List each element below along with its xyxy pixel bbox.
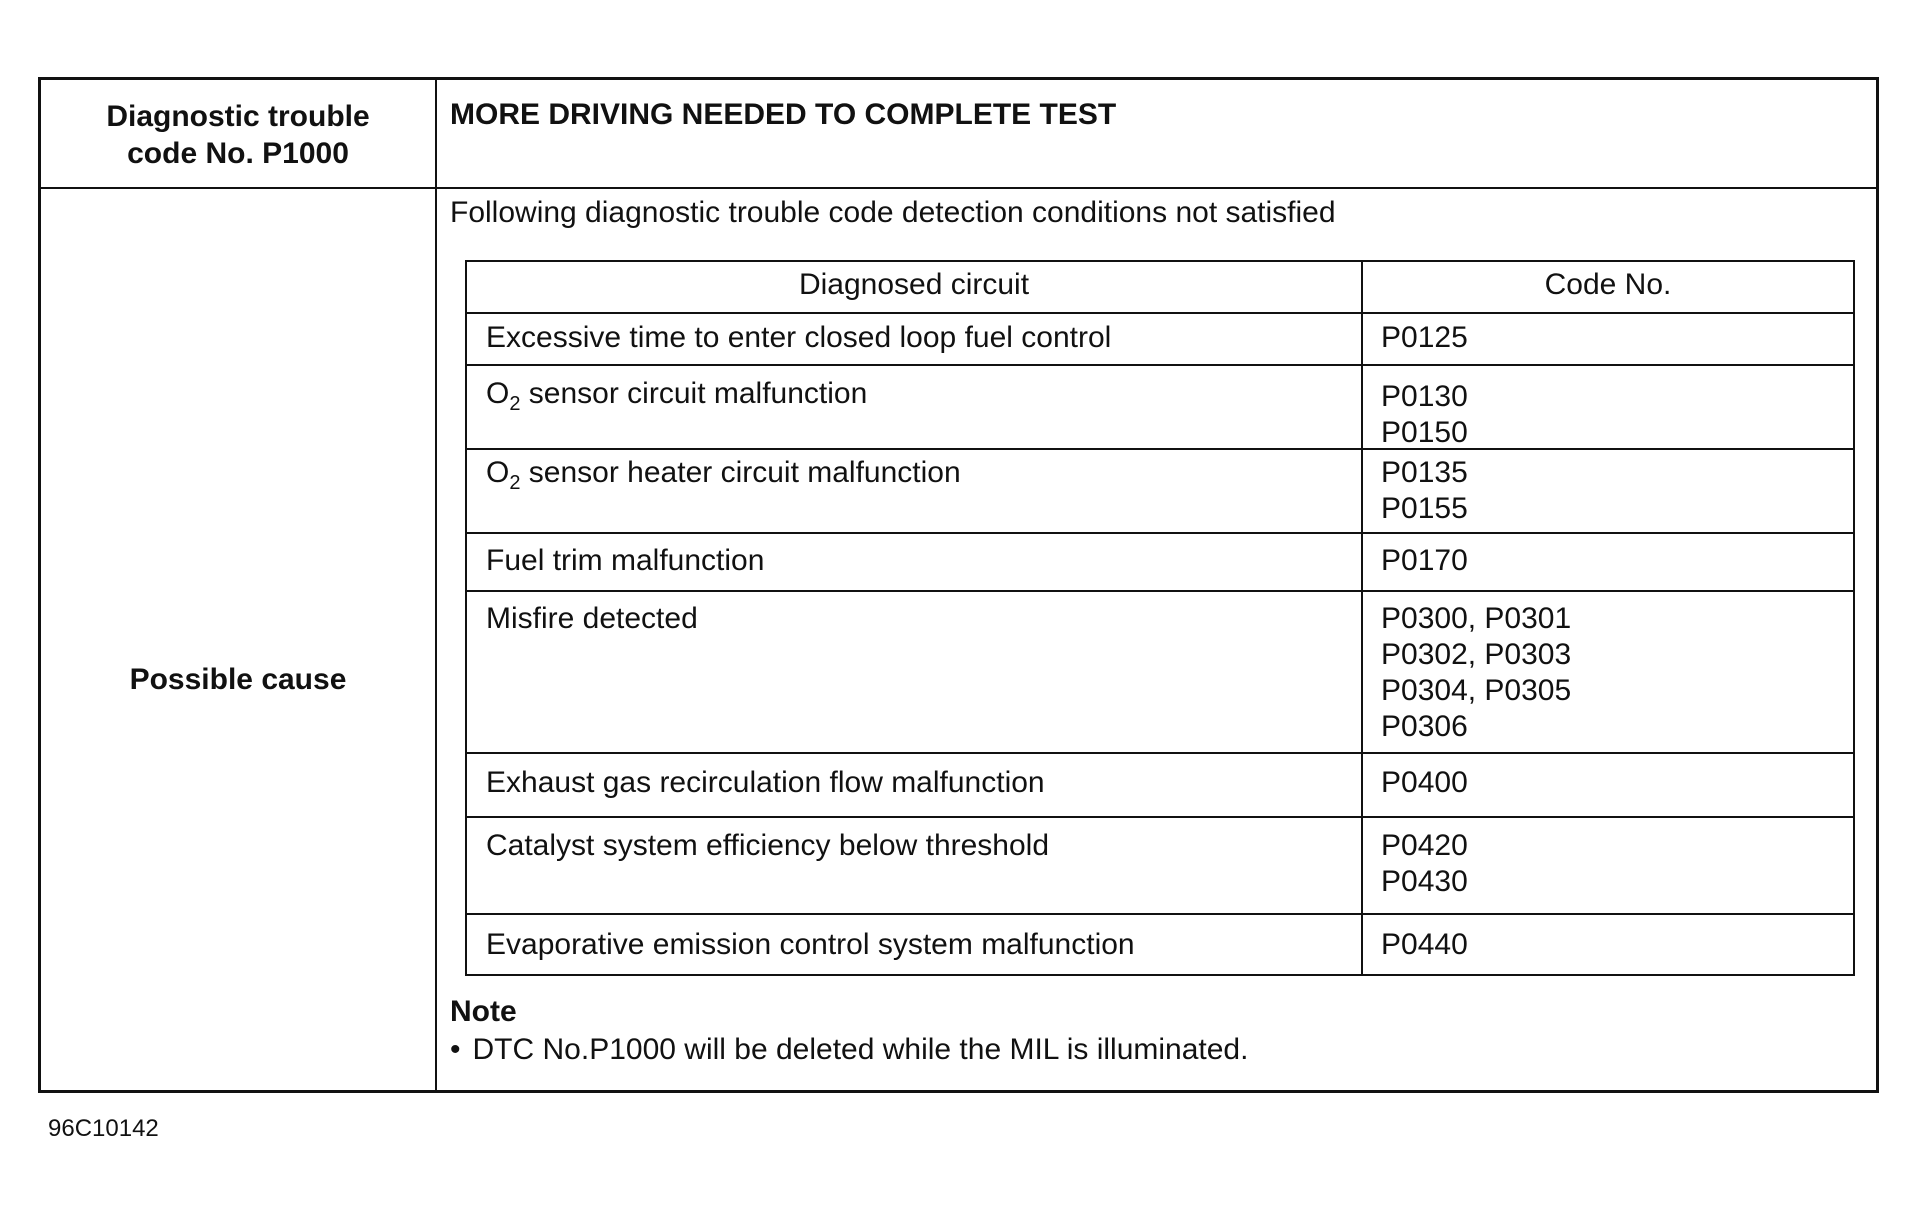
table-row (467, 913, 1853, 974)
code-value: P0125 (1381, 321, 1468, 354)
circuit-cell: Evaporative emission control system malfunction (467, 915, 1363, 974)
code-cell (1363, 534, 1853, 590)
code-value: P0170 (1381, 544, 1468, 577)
circuit-cell: Exhaust gas recirculation flow malfunction (467, 754, 1363, 816)
conditions-intro: Following diagnostic trouble code detection conditions not satisfied (450, 196, 1336, 229)
diagnosed-circuit-table (465, 260, 1855, 976)
circuit-prefix: O (486, 377, 510, 410)
code-value: P0400 (1381, 766, 1468, 799)
code-value: P0302, P0303 (1381, 638, 1572, 671)
header-diagnosed-circuit: Diagnosed circuit (467, 262, 1363, 312)
circuit-subscript: 2 (509, 472, 521, 494)
code-cell (1363, 450, 1853, 532)
figure-reference-code: 96C10142 (48, 1115, 159, 1142)
note-title: Note (450, 995, 517, 1028)
dtc-label-line1: Diagnostic trouble (106, 100, 370, 133)
code-cell (1363, 314, 1853, 364)
code-value: P0304, P0305 (1381, 674, 1572, 707)
note-body: DTC No.P1000 will be deleted while the MIL is illuminated. (472, 1033, 1249, 1066)
code-cell (1363, 754, 1853, 816)
possible-cause-label: Possible cause (129, 663, 347, 696)
circuit-cell: Excessive time to enter closed loop fuel control (467, 314, 1363, 364)
circuit-cell: Fuel trim malfunction (467, 534, 1363, 590)
code-value: P0306 (1381, 710, 1468, 743)
circuit-suffix: sensor heater circuit malfunction (520, 456, 961, 489)
table-row (467, 312, 1853, 364)
note-text (450, 1031, 1248, 1068)
code-cell (1363, 366, 1853, 448)
circuit-suffix: sensor circuit malfunction (520, 377, 868, 410)
code-value: P0150 (1381, 416, 1468, 449)
circuit-prefix: O (486, 456, 510, 489)
table-row (467, 448, 1853, 532)
code-cell (1363, 915, 1853, 974)
circuit-cell: Misfire detected (467, 592, 1363, 752)
code-cell (1363, 592, 1853, 752)
table-row (467, 590, 1853, 752)
code-value: P0300, P0301 (1381, 602, 1572, 635)
column-divider (435, 80, 437, 1090)
table-row (467, 816, 1853, 913)
table-header-row (467, 262, 1853, 312)
bullet-icon: • (450, 1033, 461, 1066)
code-value: P0430 (1381, 865, 1468, 898)
row-divider (41, 187, 1876, 189)
header-code-no: Code No. (1544, 268, 1672, 301)
code-cell (1363, 818, 1853, 913)
table-row (467, 752, 1853, 816)
code-value: P0155 (1381, 492, 1468, 525)
code-value: P0135 (1381, 456, 1468, 489)
circuit-subscript: 2 (509, 393, 521, 415)
table-row (467, 364, 1853, 448)
circuit-cell (467, 450, 1363, 532)
circuit-cell: Catalyst system efficiency below threshold (467, 818, 1363, 913)
code-value: P0130 (1381, 380, 1468, 413)
code-value: P0420 (1381, 829, 1468, 862)
dtc-info-table (38, 77, 1879, 1093)
circuit-cell (467, 366, 1363, 448)
code-value: P0440 (1381, 928, 1468, 961)
dtc-label-line2: code No. P1000 (127, 137, 349, 170)
dtc-title: MORE DRIVING NEEDED TO COMPLETE TEST (450, 98, 1117, 131)
table-row (467, 532, 1853, 590)
dtc-label (41, 98, 435, 172)
